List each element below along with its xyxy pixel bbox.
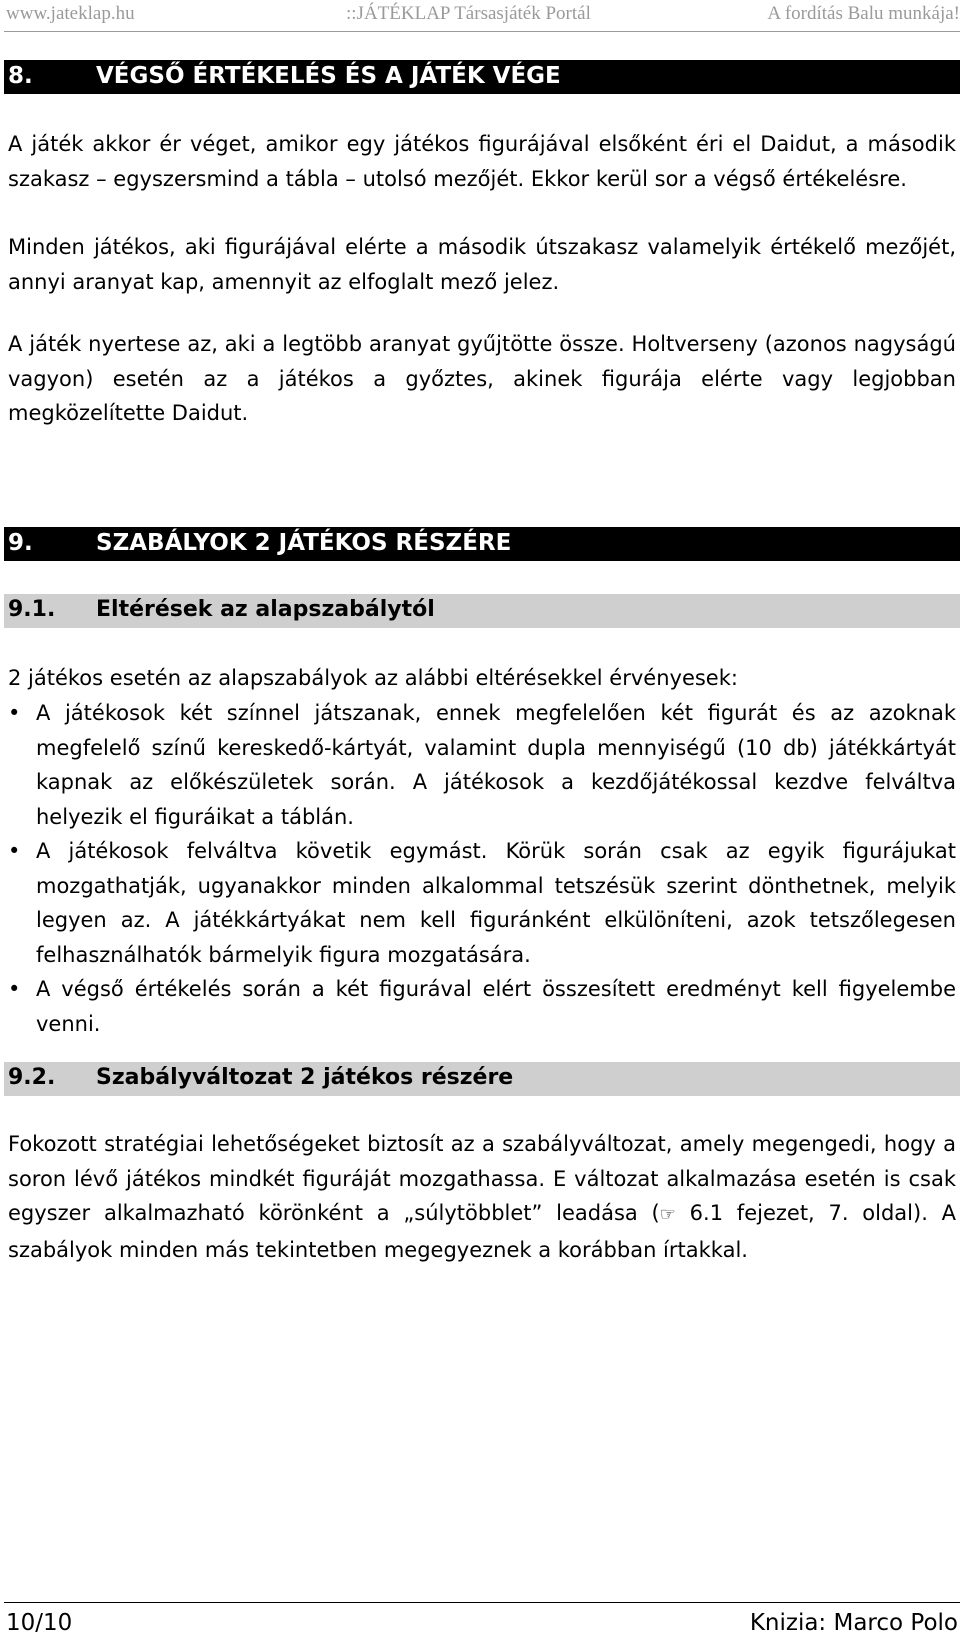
subsection-9-2-paragraph — [8, 1127, 956, 1267]
bullet-text: A játékosok felváltva követik egymást. Körük során csak az egyik figurájukat mozgathatják, ugyanakkor minden alkalommal tetszésük szerint dönthetnek, melyik legyen az. A játékkártyákat nem kell figuránként elkülöníteni, azok tetszőlegesen felhasználhatók bármelyik figura mozgatására. — [36, 839, 956, 967]
bullet-text: A játékosok két színnel játszanak, ennek megfelelően két figurát és az azoknak megfelelő színű kereskedő-kártyát, valamint dupla mennyiségű (10 db) játékkártyát kapnak az előkészületek során. A játékosok a kezdőjátékossal kezdve felváltva helyezik el figuráikat a táblán. — [36, 701, 956, 829]
subsection-9-2-title: Szabályváltozat 2 játékos részére — [96, 1065, 514, 1090]
header-credit: A fordítás Balu munkája! — [767, 3, 960, 24]
header-portal: ::JÁTÉKLAP Társasjáték Portál — [346, 3, 591, 24]
section-9-number: 9. — [8, 530, 33, 556]
bullet-text: A végső értékelés során a két figurával elért összesített eredményt kell figyelembe venni. — [36, 977, 956, 1036]
bullet-icon: • — [8, 977, 21, 1001]
subsection-9-1-heading — [4, 594, 960, 628]
hand-pointer-icon: ☞ — [659, 1204, 676, 1225]
section-8-paragraph-1: A játék akkor ér véget, amikor egy játékos figurájával elsőként éri el Daidut, a második szakasz – egyszersmind a tábla – utolsó mezőjét. Ekkor kerül sor a végső értékelésre. — [8, 132, 956, 191]
subsection-9-2-number: 9.2. — [8, 1065, 56, 1090]
section-8-paragraph-3: A játék nyertese az, aki a legtöbb aranyat gyűjtötte össze. Holtverseny (azonos nagyságú vagyon) esetén az a játékos a győztes, akinek figurája elérte vagy legjobban megközelítette Daidut. — [8, 332, 956, 425]
section-8-number: 8. — [8, 63, 33, 89]
bullet-icon: • — [8, 701, 21, 725]
page-number: 10/10 — [6, 1610, 73, 1636]
list-item — [8, 696, 956, 834]
section-8-heading — [4, 60, 960, 94]
section-8-title: VÉGSŐ ÉRTÉKELÉS ÉS A JÁTÉK VÉGE — [96, 63, 561, 89]
subsection-9-2-heading — [4, 1062, 960, 1096]
page-header — [0, 0, 960, 34]
bullet-icon: • — [8, 839, 21, 863]
footer-credit: Knizia: Marco Polo — [749, 1610, 958, 1636]
subsection-9-1-intro: 2 játékos esetén az alapszabályok az alábbi eltérésekkel érvényesek: — [8, 666, 738, 690]
header-site[interactable]: www.jateklap.hu — [6, 3, 135, 24]
list-item — [8, 834, 956, 972]
subsection-9-1-title: Eltérések az alapszabálytól — [96, 597, 435, 622]
section-9-title: SZABÁLYOK 2 JÁTÉKOS RÉSZÉRE — [96, 530, 512, 556]
header-divider — [4, 31, 960, 32]
list-item — [8, 972, 956, 1041]
page-footer — [0, 1602, 960, 1642]
rules-bullet-list — [8, 696, 956, 1041]
paragraph-text-start: Fokozott stratégiai lehetőségeket biztosít az a szabályváltozat, amely megengedi, hogy a soron lévő játékos mindkét figuráját mozgathassa. E változat alkalmazása esetén is csak egyszer alkalmazható körönként a „súlytöbblet” leadása ( — [8, 1132, 956, 1225]
subsection-9-1-number: 9.1. — [8, 597, 56, 622]
footer-divider — [4, 1602, 960, 1603]
section-8-paragraph-2: Minden játékos, aki figurájával elérte a második útszakasz valamelyik értékelő mezőjét, annyi aranyat kap, amennyit az elfoglalt mező jelez. — [8, 235, 956, 294]
paragraph-text-end: 6.1 fejezet, 7. oldal). A szabályok minden más tekintetben megegyeznek a korábban írtakkal. — [8, 1201, 957, 1262]
section-9-heading — [4, 527, 960, 561]
